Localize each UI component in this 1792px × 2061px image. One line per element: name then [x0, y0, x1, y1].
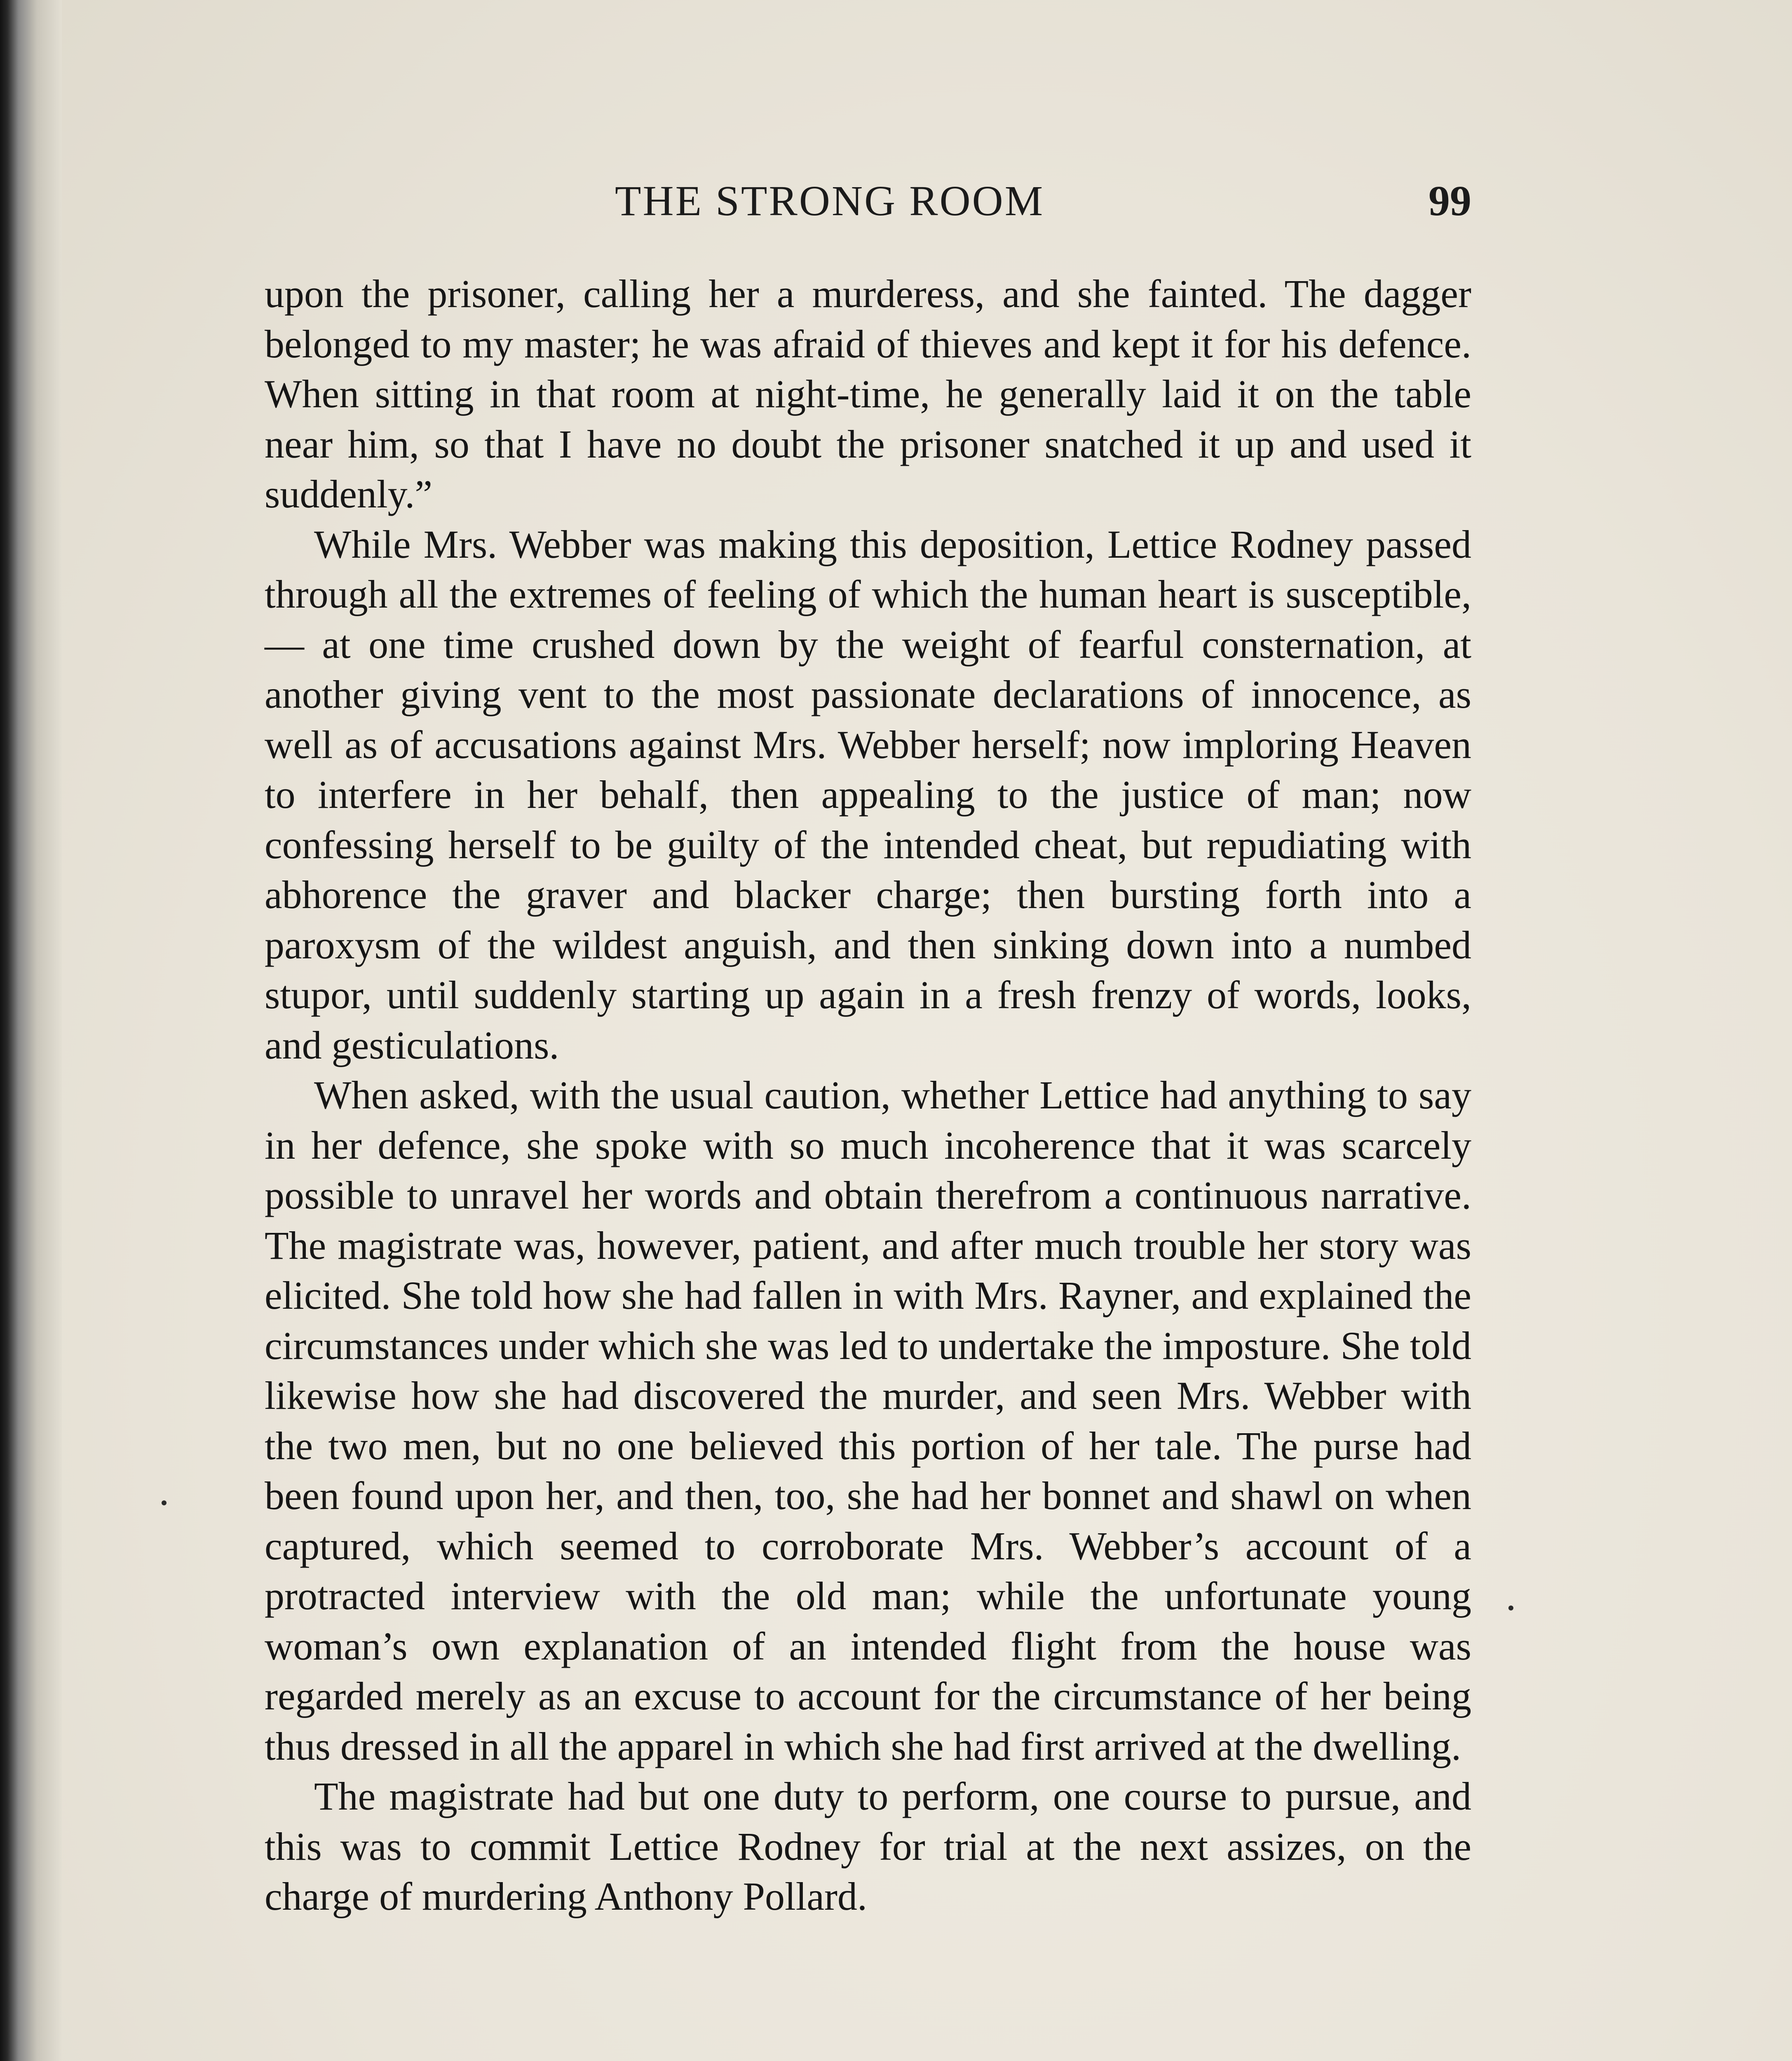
paragraph-continued: upon the prisoner, calling her a murderess, and she fainted. The dagger belonged to my master; he was afraid of thieves and kept it for his defence. When sitting in that room at night-time, he generally laid it on the table near him, so that I have no doubt the prisoner snatched it up and used it suddenly.”	[265, 272, 1471, 516]
running-head: THE STRONG ROOM	[615, 177, 1045, 225]
paragraph: While Mrs. Webber was making this deposition, Lettice Rodney passed through all the extremes of feeling of which the human heart is susceptible, — at one time crushed down by the weight of fearful consternation, at another giving vent to the most passionate declarations of innocence, as well as of accusations against Mrs. Webber herself; now imploring Heaven to interfere in her behalf, then appealing to the justice of man; now confessing herself to be guilty of the intended cheat, but repudiating with abhorence the graver and blacker charge; then bursting forth into a paroxysm of the wildest anguish, and then sinking down into a numbed stupor, until suddenly starting up again in a fresh frenzy of words, looks, and gesticulations.	[265, 522, 1471, 1067]
paragraph: The magistrate had but one duty to perform, one course to pursue, and this was to commit Lettice Rodney for trial at the next assizes, on the charge of murdering Anthony Pollard.	[265, 1774, 1471, 1918]
paragraph: When asked, with the usual caution, whether Lettice had anything to say in her defence, she spoke with so much incoherence that it was scarcely possible to unravel her words and obtain therefrom a continuous narrative. The magistrate was, however, patient, and after much trouble her story was elicited. She told how she had fallen in with Mrs. Rayner, and explained the circumstances under which she was led to undertake the imposture. She told likewise how she had discovered the murder, and seen Mrs. Webber with the two men, but no one believed this portion of her tale. The purse had been found upon her, and then, too, she had her bonnet and shawl on when captured, which seemed to corroborate Mrs. Webber’s account of a protracted interview with the old man; while the unfortunate young woman’s own explanation of an intended flight from the house was regarded merely as an excuse to account for the circumstance of her being thus dressed in all the apparel in which she had first arrived at the dwelling.	[265, 1073, 1471, 1768]
ink-speck	[162, 1500, 167, 1505]
page-header	[265, 176, 1471, 238]
page-number: 99	[1428, 177, 1471, 225]
book-binding-edge	[0, 0, 62, 2061]
ink-speck	[1508, 1606, 1513, 1610]
body-text	[265, 269, 1471, 1922]
